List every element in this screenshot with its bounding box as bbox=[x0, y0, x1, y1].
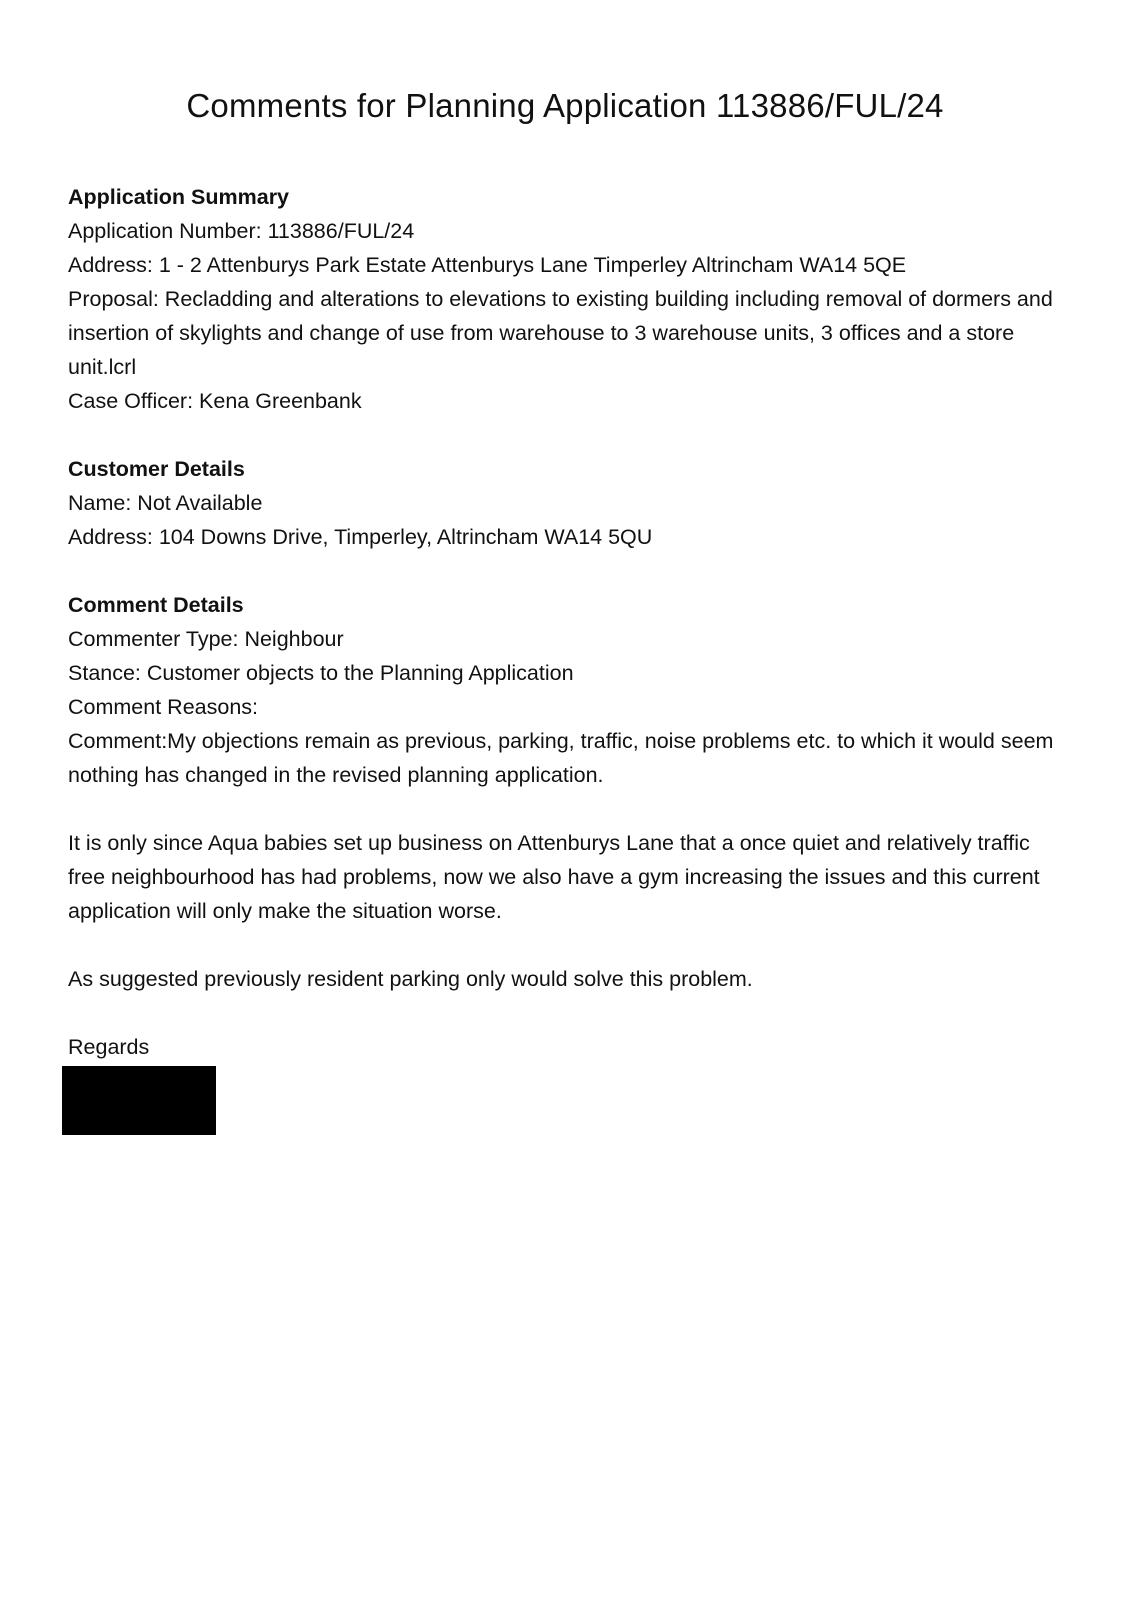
document-body bbox=[68, 180, 1068, 1135]
stance: Stance: Customer objects to the Planning Application bbox=[68, 661, 574, 685]
comment-paragraph-2: It is only since Aqua babies set up business on Attenburys Lane that a once quiet and relatively traffic free neighbourhood has had problems, now we also have a gym increasing the issues and this current application will only make the situation worse. bbox=[68, 831, 1040, 923]
customer-details-heading: Customer Details bbox=[68, 457, 245, 481]
spacer bbox=[68, 996, 1068, 1030]
comment-details-section bbox=[68, 588, 1068, 1135]
spacer bbox=[68, 792, 1068, 826]
application-summary-section bbox=[68, 180, 1068, 418]
customer-name: Name: Not Available bbox=[68, 491, 263, 515]
spacer bbox=[68, 418, 1068, 452]
sign-off: Regards bbox=[68, 1035, 150, 1059]
comment-reasons: Comment Reasons: bbox=[68, 695, 258, 719]
application-summary-heading: Application Summary bbox=[68, 185, 290, 209]
customer-address: Address: 104 Downs Drive, Timperley, Altrincham WA14 5QU bbox=[68, 525, 653, 549]
site-address: Address: 1 - 2 Attenburys Park Estate Attenburys Lane Timperley Altrincham WA14 5QE bbox=[68, 253, 907, 277]
commenter-type: Commenter Type: Neighbour bbox=[68, 627, 344, 651]
comment-details-heading: Comment Details bbox=[68, 593, 244, 617]
redacted-signature-block bbox=[62, 1066, 216, 1135]
comment-text: Comment:My objections remain as previous, parking, traffic, noise problems etc. to which it would seem nothing has changed in the revised planning application. bbox=[68, 729, 1054, 787]
comment-paragraph-3: As suggested previously resident parking only would solve this problem. bbox=[68, 967, 753, 991]
spacer bbox=[68, 554, 1068, 588]
spacer bbox=[68, 928, 1068, 962]
proposal: Proposal: Recladding and alterations to elevations to existing building including removal of dormers and insertion of skylights and change of use from warehouse to 3 warehouse units, 3 offices and a store unit.lcrl bbox=[68, 287, 1053, 379]
application-number: Application Number: 113886/FUL/24 bbox=[68, 219, 415, 243]
page-title: Comments for Planning Application 113886/FUL/24 bbox=[186, 87, 944, 124]
customer-details-section bbox=[68, 452, 1068, 554]
case-officer: Case Officer: Kena Greenbank bbox=[68, 389, 362, 413]
